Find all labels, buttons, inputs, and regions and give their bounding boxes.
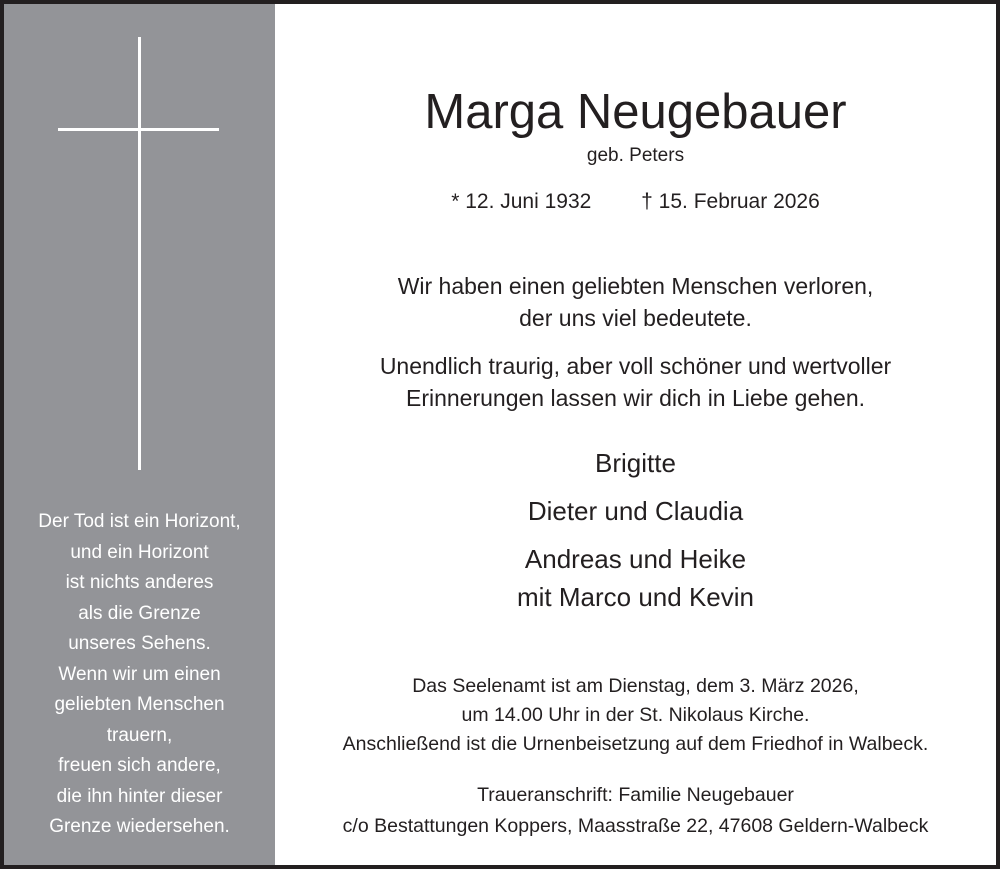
mourner-group: [275, 540, 996, 616]
poem-line: Der Tod ist ein Horizont,: [38, 511, 241, 532]
maiden-name: geb. Peters: [586, 145, 685, 166]
obituary-notice: [4, 4, 996, 865]
poem-line: geliebten Menschen: [54, 694, 225, 715]
mourner: Dieter und Claudia: [527, 496, 744, 526]
service-line: Das Seelenamt ist am Dienstag, dem 3. März 2026,: [412, 675, 859, 697]
message-1: [275, 270, 996, 334]
service-info: [275, 672, 996, 759]
service-line: um 14.00 Uhr in der St. Nikolaus Kirche.: [461, 704, 810, 726]
sidebar-panel: [4, 4, 275, 865]
poem-line: die ihn hinter dieser: [56, 785, 223, 807]
service-line: Anschließend ist die Urnenbeisetzung auf dem Friedhof in Walbeck.: [342, 733, 929, 755]
mourner: Brigitte: [595, 448, 676, 478]
deceased-name: Marga Neugebauer: [424, 85, 847, 139]
address-line: Traueranschrift: Familie Neugebauer: [477, 784, 794, 806]
poem-line: ist nichts anderes: [65, 572, 214, 593]
poem-line: Wenn wir um einen: [58, 663, 221, 685]
death-date: † 15. Februar 2026: [641, 190, 820, 213]
poem-line: freuen sich andere,: [58, 755, 221, 776]
mourner: Andreas und Heike: [524, 544, 747, 574]
poem-line: unseres Sehens.: [68, 633, 211, 654]
life-dates: [275, 189, 996, 215]
mourner: mit Marco und Kevin: [517, 582, 754, 612]
poem-line: trauern,: [106, 724, 173, 746]
mourning-address: [275, 780, 996, 842]
message-line: Unendlich traurig, aber voll schöner und wertvoller: [379, 353, 892, 379]
poem-line: Grenze wiedersehen.: [49, 816, 230, 837]
cross-vertical-bar: [138, 37, 141, 470]
message-line: Wir haben einen geliebten Menschen verloren,: [397, 273, 874, 299]
poem-line: und ein Horizont: [70, 541, 209, 563]
message-line: Erinnerungen lassen wir dich in Liebe gehen.: [405, 385, 866, 411]
cross-horizontal-bar: [58, 128, 219, 131]
message-line: der uns viel bedeutete.: [519, 305, 752, 331]
message-2: [275, 350, 996, 414]
mourners-list: [275, 444, 996, 626]
poem-line: als die Grenze: [78, 602, 201, 624]
address-line: c/o Bestattungen Koppers, Maasstraße 22, 47608 Geldern-Walbeck: [342, 815, 929, 837]
birth-date: * 12. Juni 1932: [451, 190, 592, 213]
poem: [4, 507, 275, 843]
